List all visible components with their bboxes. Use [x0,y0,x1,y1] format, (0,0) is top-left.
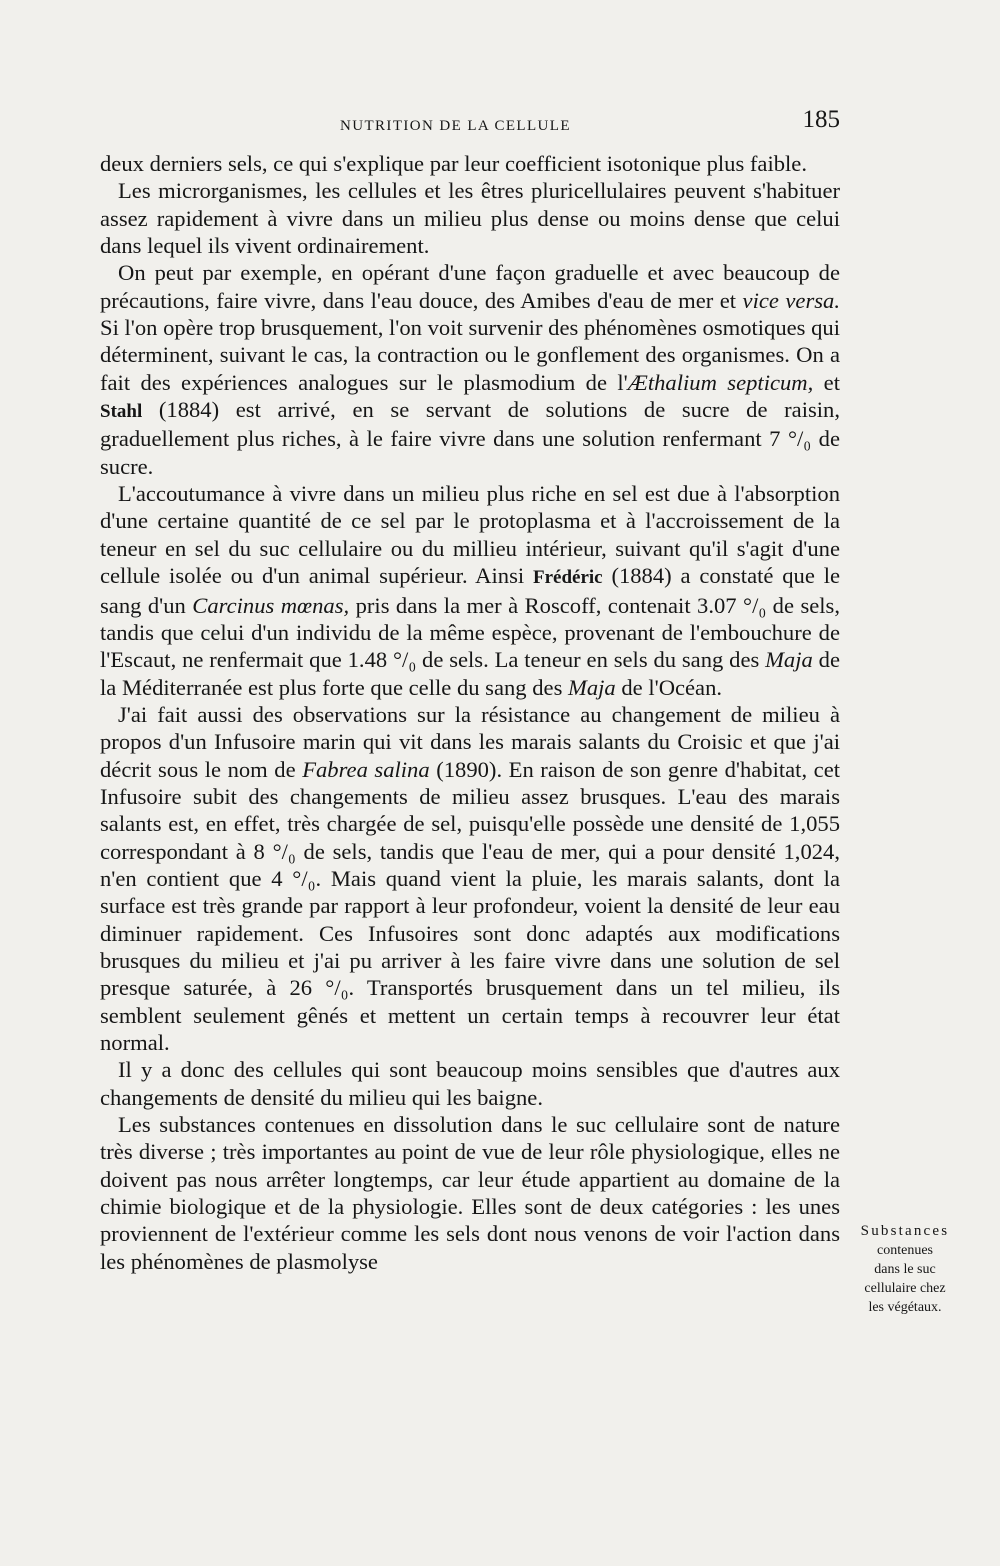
paragraph [100,701,840,1056]
italic-term: vice versa. [742,287,840,313]
margin-note-line: contenues [877,1243,933,1258]
paragraph [100,1056,840,1111]
text-run: L'accoutumance à vivre dans un milieu plus riche en sel est due à l'absorption d'une certaine quantité de ce sel par le protoplasma et à l'accroissement de la teneur en sel du suc cellulaire ou du millieu intérieur, suivant qu'il s'agit d'une cellule isolée ou d'un animal supérieur. Ainsi [100,481,840,589]
text-run: Les microrganismes, les cellules et les êtres pluricellulaires peuvent s'habituer assez rapidement à vivre dans un milieu plus dense ou moins dense que celui dans lequel ils vivent ordinairement. [100,178,840,259]
text-run: et [813,369,840,395]
text-run: Il y a donc des cellules qui sont beaucoup moins sensibles que d'autres aux changements de densité du milieu qui les baigne. [100,1057,840,1110]
italic-term: Æthalium septicum, [627,369,814,395]
margin-note-line: cellulaire chez [864,1281,946,1296]
text-run: deux derniers sels, ce qui s'explique par leur coefficient isotonique plus faible. [100,151,807,176]
text-run: (1890). En raison de son genre d'habitat, cet Infusoire subit des changements de milieu assez brusques. L'eau des marais salants est, en effet, très chargée de sel, puisqu'elle possède une densité de 1,055 correspondant à 8 °/₀ de sels, tandis que l'eau de mer, qui a pour densité 1,024, n'en contient que 4 °/₀. Mais quand vient la pluie, les marais salants, dont la surface est très grande par rapport à leur profondeur, voient la densité de leur eau diminuer rapidement. Ces Infusoires sont donc adaptés aux modifications brusques du milieu et j'ai pu arriver à les faire vivre dans une solution de sel presque saturée, à 26 °/₀. Transportés brusquement dans un tel milieu, ils semblent seulement gênés et mettent un certain temps à recouvrer leur état normal. [100,756,840,1055]
text-run: Les substances contenues en dissolution dans le suc cellulaire sont de nature très diverse ; très importantes au point de vue de leur rôle physiologique, elles ne doivent pas nous arrêter longtemps, car leur étude appartient au domaine de la chimie biologique et de la physiologie. Elles sont de deux catégories : les unes proviennent de l'extérieur comme les sels dont nous venons de voir l'action dans les phénomènes de plasmolyse [100,1112,840,1274]
text-run: On peut par exemple, en opérant d'une façon graduelle et avec beaucoup de précautions, faire vivre, dans l'eau douce, des Amibes d'eau de mer et [100,260,840,313]
text-run: de l'Océan. [615,674,723,700]
paragraph [100,177,840,259]
text-run: Si l'on opère trop brusquement, l'on voit survenir des phénomènes osmotiques qui déterminent, suivant le cas, la contraction ou le gonflement des organismes. On a fait des expériences analogues sur le plasmodium de l' [100,315,840,395]
paragraph [100,150,840,177]
text-run: (1884) a constaté que le sang d'un [100,563,840,618]
running-head: NUTRITION DE LA CELLULE [340,118,571,134]
paragraph [100,480,840,701]
margin-note-line: dans le suc [874,1262,936,1277]
paragraph [100,259,840,480]
author-name: Frédéric [532,567,603,589]
margin-note [850,1222,960,1317]
page-header [100,106,840,142]
text-run: J'ai fait aussi des observations sur la résistance au changement de milieu à propos d'un Infusoire marin qui vit dans les marais salants du Croisic et que j'ai décrit sous le nom de [100,701,840,782]
margin-note-line: les végétaux. [868,1300,942,1315]
author-name: Stahl [100,401,143,423]
italic-term: Fabrea salina [302,756,430,782]
text-run: (1884) est arrivé, en se servant de solutions de sucre de raisin, graduellement plus riches, à le faire vivre dans une solution renfermant 7 °/₀ de sucre. [100,397,840,479]
italic-term: Maja [568,674,616,700]
margin-note-line: Substances [860,1223,950,1239]
italic-term: Carcinus mœnas, [192,592,350,618]
page-number: 185 [802,106,840,133]
text-run: pris dans la mer à Roscoff, contenait 3.07 °/₀ de sels, tandis que celui d'un individu de la même espèce, provenant de l'embouchure de l'Escaut, ne renfermait que 1.48 °/₀ de sels. La teneur en sels du sang des [100,592,840,673]
text-run: de la Méditerranée est plus forte que celle du sang des [100,647,840,700]
body-text [100,150,840,1275]
italic-term: Maja [765,647,813,673]
paragraph [100,1111,840,1275]
